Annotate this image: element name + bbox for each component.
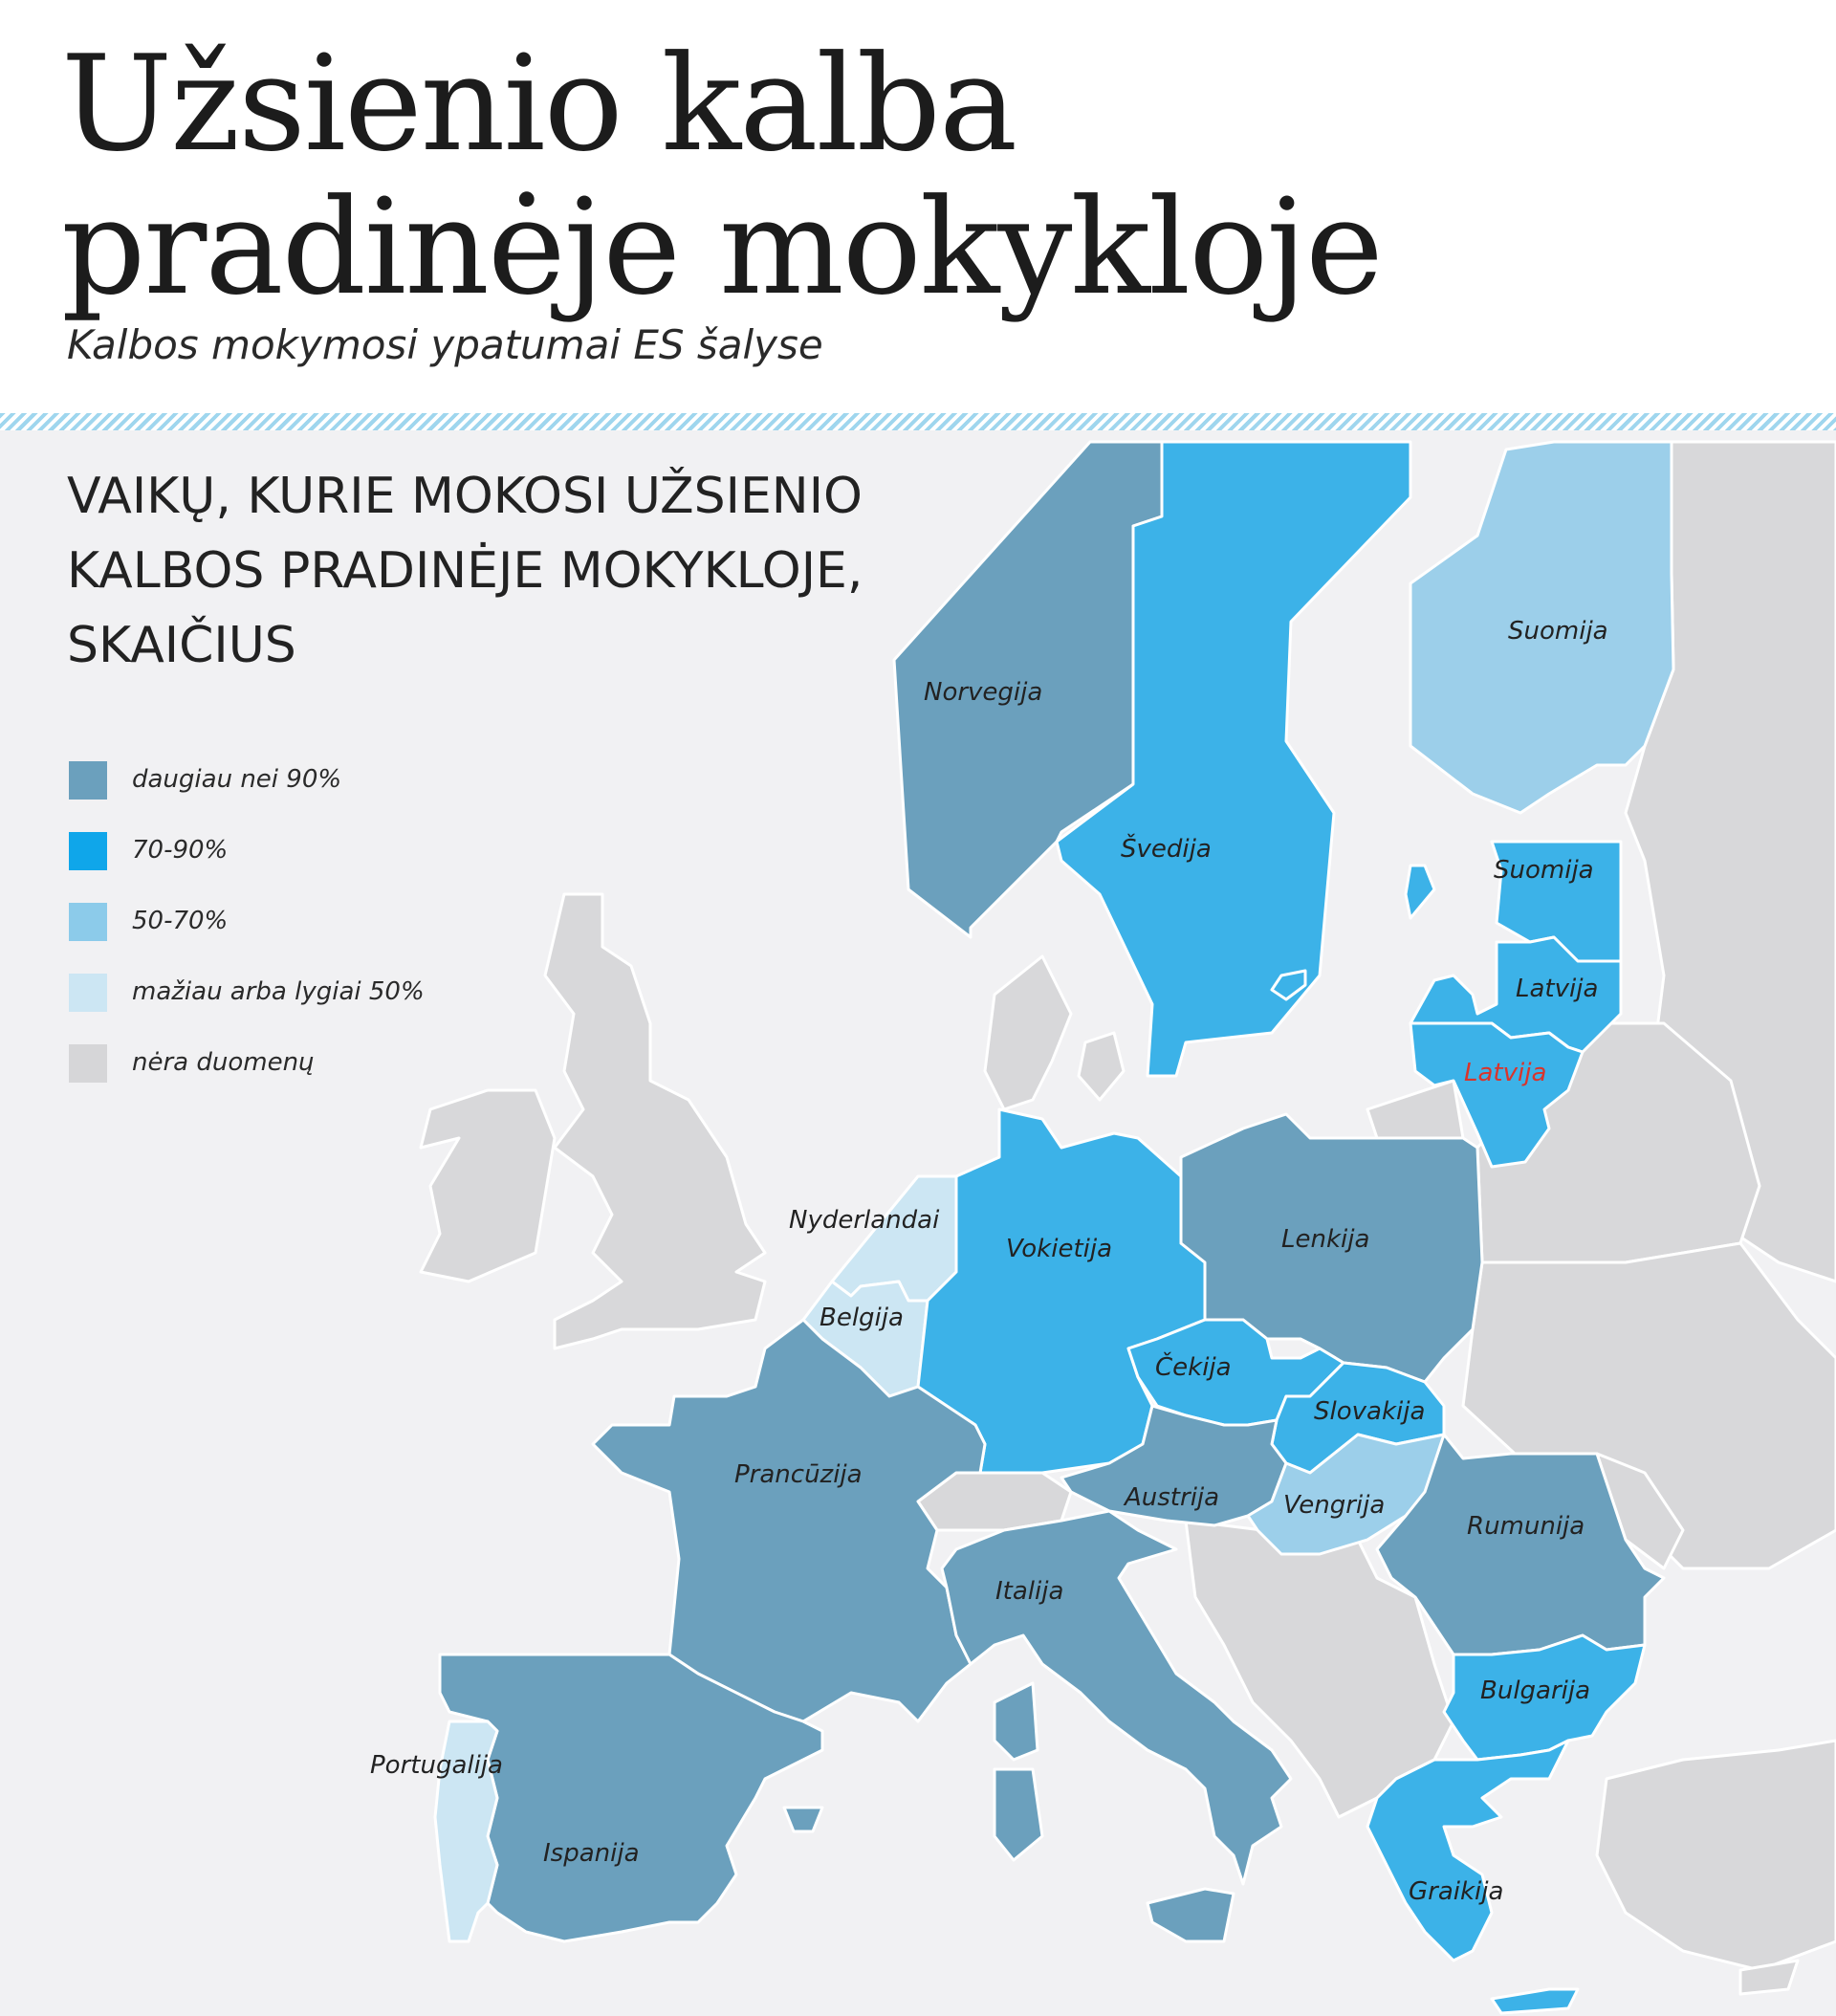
label-cekija: Čekija bbox=[1155, 1353, 1232, 1382]
legend-swatch bbox=[69, 1044, 107, 1083]
label-austrija: Austrija bbox=[1125, 1483, 1220, 1512]
header bbox=[0, 0, 1836, 413]
country-turkey bbox=[1597, 1741, 1836, 1970]
country-ireland bbox=[421, 1090, 555, 1282]
legend-swatch bbox=[69, 974, 107, 1012]
legend-label: 50-70% bbox=[132, 907, 229, 935]
country-uk bbox=[545, 894, 765, 1348]
country-suomija-gotland bbox=[1406, 866, 1434, 918]
chart-heading-line-2: KALBOS PRADINĖJE MOKYKLOJE, bbox=[67, 542, 863, 600]
label-vokietija: Vokietija bbox=[1006, 1235, 1113, 1263]
legend-swatch bbox=[69, 832, 107, 870]
label-portugalija: Portugalija bbox=[370, 1751, 503, 1780]
label-graikija: Graikija bbox=[1409, 1877, 1504, 1906]
label-estija: Suomija bbox=[1494, 856, 1594, 885]
label-italija: Italija bbox=[995, 1577, 1064, 1606]
legend-label: daugiau nei 90% bbox=[132, 765, 342, 794]
title-line-2: pradinėje mokykloje bbox=[61, 170, 1382, 324]
label-belgija: Belgija bbox=[820, 1304, 904, 1332]
chart-heading-line-1: VAIKŲ, KURIE MOKOSI UŽSIENIO bbox=[67, 468, 863, 525]
label-nyderlandai: Nyderlandai bbox=[789, 1206, 940, 1235]
page-subtitle: Kalbos mokymosi ypatumai ES šalyse bbox=[67, 321, 823, 368]
chart-heading bbox=[67, 459, 928, 683]
label-bulgarija: Bulgarija bbox=[1480, 1676, 1591, 1705]
title-line-1: Užsienio kalba bbox=[61, 27, 1016, 181]
label-ispanija: Ispanija bbox=[543, 1839, 640, 1868]
country-italija-sicilija bbox=[1148, 1889, 1234, 1941]
page-title bbox=[61, 27, 1382, 324]
legend-swatch bbox=[69, 903, 107, 941]
country-denmark-island bbox=[1079, 1033, 1124, 1100]
decorative-stripe bbox=[0, 413, 1836, 430]
label-slovakija: Slovakija bbox=[1314, 1397, 1426, 1426]
label-lenkija: Lenkija bbox=[1281, 1225, 1370, 1254]
country-ispanija-balearai bbox=[784, 1808, 822, 1831]
country-kaliningrad bbox=[1367, 1081, 1463, 1138]
label-vengrija: Vengrija bbox=[1283, 1491, 1386, 1520]
country-denmark bbox=[985, 956, 1071, 1109]
label-suomija: Suomija bbox=[1508, 617, 1608, 646]
country-italija-sardinija bbox=[994, 1683, 1038, 1760]
label-prancuzija: Prancūzija bbox=[734, 1460, 863, 1489]
label-norvegija: Norvegija bbox=[924, 678, 1043, 707]
label-svedija: Švedija bbox=[1121, 835, 1212, 864]
legend-label: mažiau arba lygiai 50% bbox=[132, 977, 425, 1006]
chart-heading-line-3: SKAIČIUS bbox=[67, 617, 296, 674]
country-graikija-kreta bbox=[1492, 1989, 1578, 2013]
legend-label: nėra duomenų bbox=[132, 1048, 315, 1077]
legend-label: 70-90% bbox=[132, 836, 229, 865]
legend-swatch bbox=[69, 761, 107, 800]
label-lietuva: Latvija bbox=[1464, 1059, 1547, 1087]
label-rumunija: Rumunija bbox=[1467, 1512, 1585, 1541]
label-latvija: Latvija bbox=[1516, 975, 1599, 1003]
country-italija-korsika bbox=[994, 1769, 1042, 1860]
